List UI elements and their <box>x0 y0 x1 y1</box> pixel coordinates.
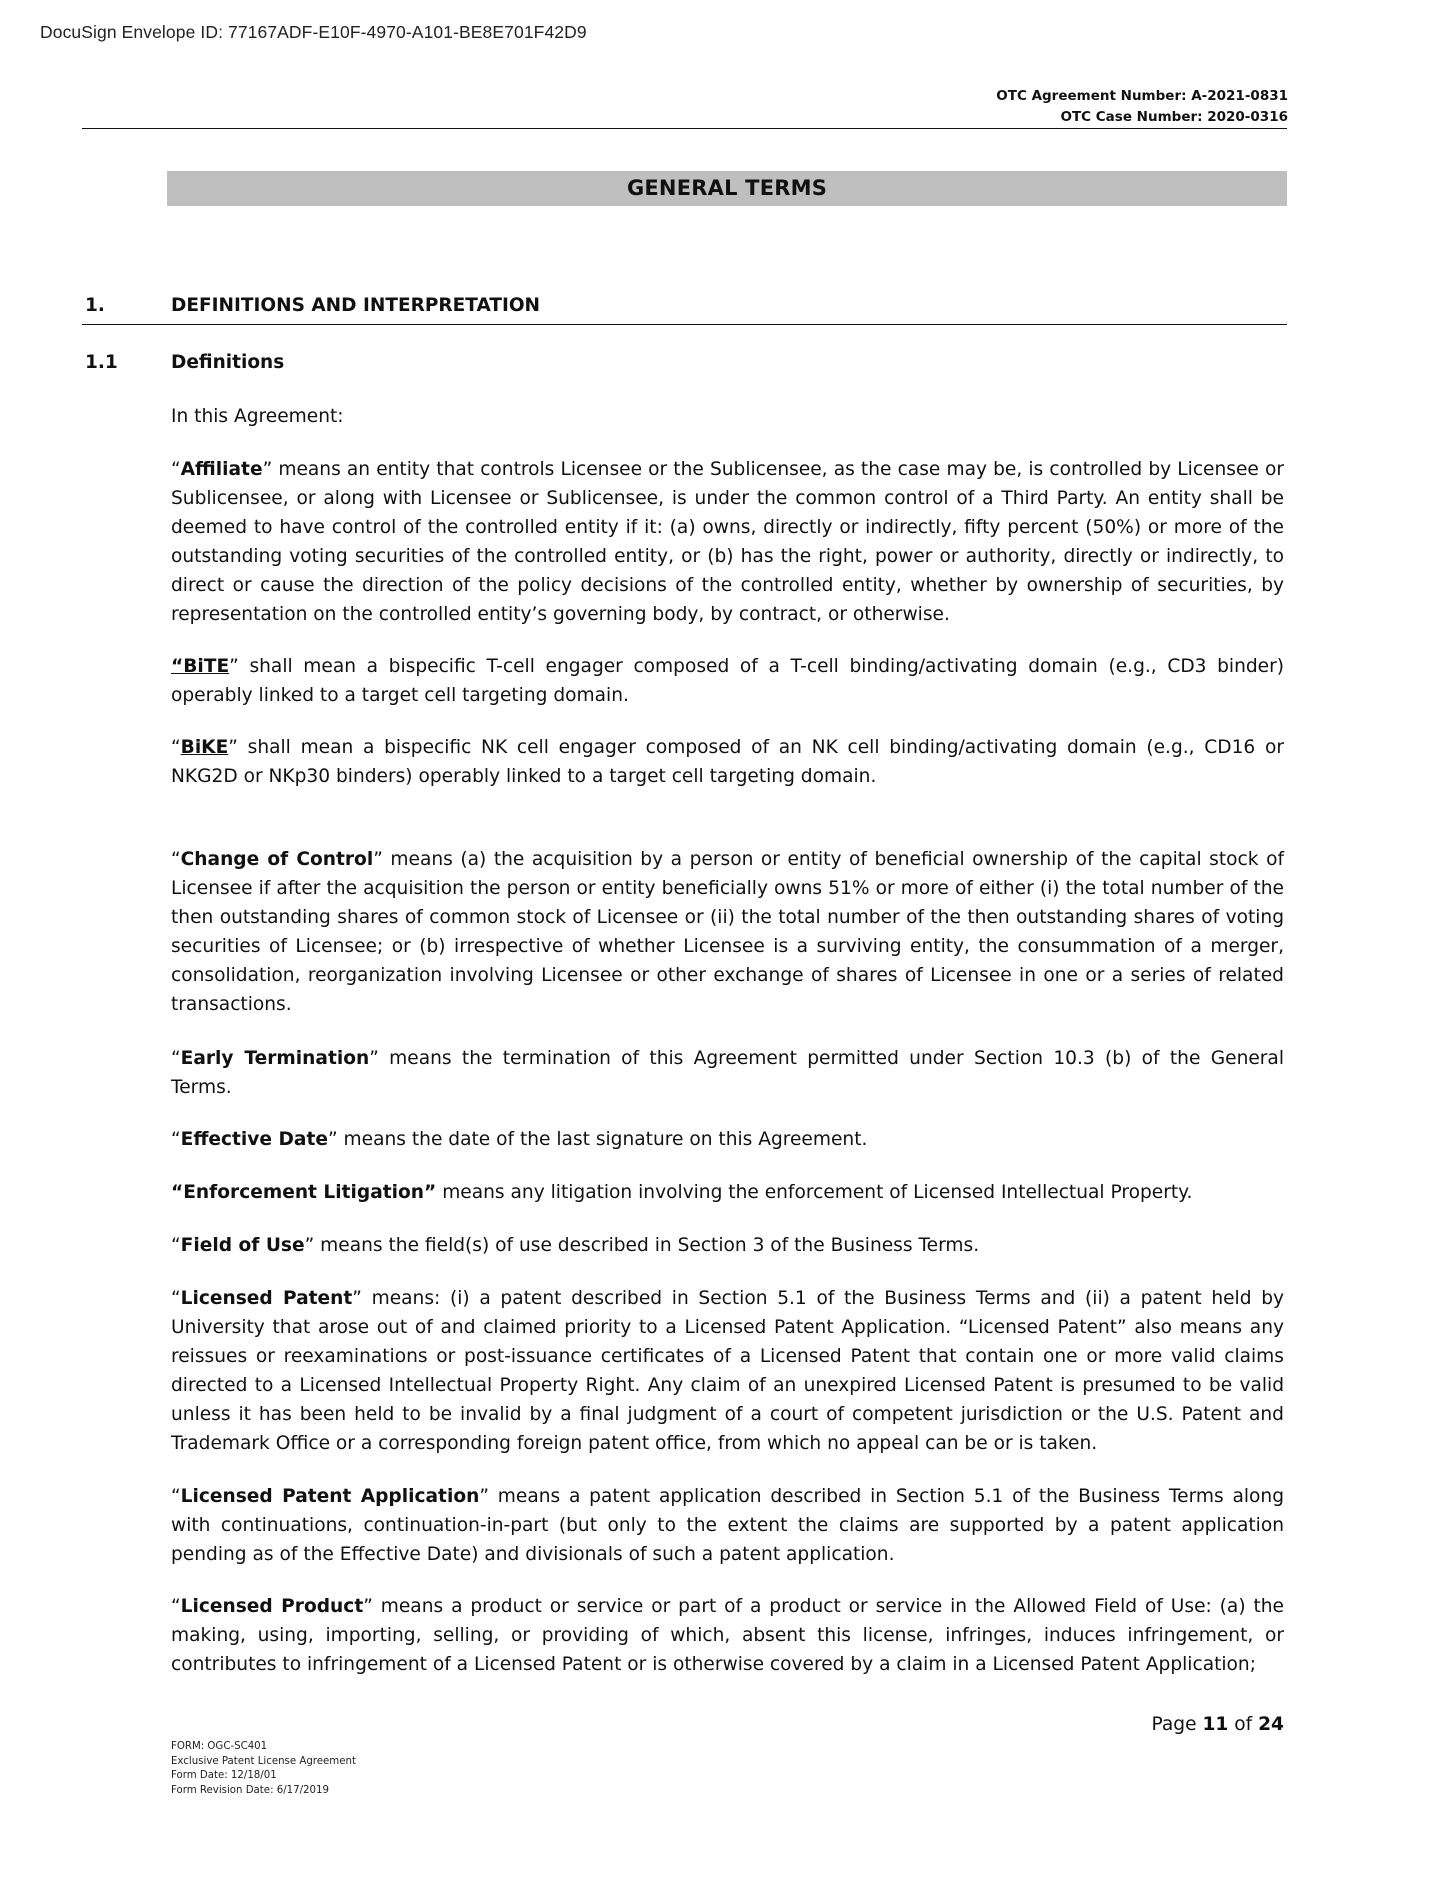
defined-term: Effective Date <box>180 1129 328 1150</box>
definition-affiliate: “Affiliate” means an entity that controls Licensee or the Sublicensee, as the case may be, is controlled by Licensee or Sublicensee, or along with Licensee or Sublicensee, is under the common control of a Third Party. An entity shall be deemed to have control of the controlled entity if it: (a) owns, directly or indirectly, fifty percent (50%) or more of the outstanding voting securities of the controlled entity, or (b) has the right, power or authority, directly or indirectly, to direct or cause the direction of the policy decisions of the controlled entity, whether by ownership of securities, by representation on the controlled entity’s governing body, by contract, or otherwise. <box>171 459 1284 625</box>
section-title: DEFINITIONS AND INTERPRETATION <box>171 295 541 316</box>
total-pages: 24 <box>1258 1714 1284 1735</box>
form-revision-date: Form Revision Date: 6/17/2019 <box>171 1784 329 1796</box>
defined-term: Enforcement Litigation <box>183 1182 425 1203</box>
definition-bite: “BiTE” shall mean a bispecific T-cell engager composed of a T-cell binding/activating domain (e.g., CD3 binder) operably linked to a target cell targeting domain. <box>171 656 1284 706</box>
defined-term: Licensed Patent <box>180 1288 353 1309</box>
defined-term: Change of Control <box>180 849 374 870</box>
definition-bike: “BiKE” shall mean a bispecific NK cell engager composed of an NK cell binding/activating domain (e.g., CD16 or NKG2D or NKp30 binders) operably linked to a target cell targeting domain. <box>171 737 1284 787</box>
page-title: GENERAL TERMS <box>626 176 828 200</box>
definition-text: means: (i) a patent described in Section 5.1 of the Business Terms and (ii) a patent held by University that arose out of and claimed priority to a Licensed Patent Application. “Licensed Patent” also means any reissues or reexaminations or post-issuance certificates of a Licensed Patent that contain one or more valid claims directed to a Licensed Intellectual Property Right. Any claim of an unexpired Licensed Patent is presumed to be valid unless it has been held to be invalid by a final judgment of a court of competent jurisdiction or the U.S. Patent and Trademark Office or a corresponding foreign patent office, from which no appeal can be or is taken. <box>171 1288 1285 1454</box>
form-date: Form Date: 12/18/01 <box>171 1770 277 1782</box>
definition-text: means any litigation involving the enforcement of Licensed Intellectual Property. <box>436 1182 1193 1203</box>
definition-text: shall mean a bispecific T-cell engager composed of a T-cell binding/activating domain (e.g., CD3 binder) operably linked to a target cell targeting domain. <box>171 656 1284 706</box>
definition-licensed-product: “Licensed Product” means a product or service or part of a product or service in the Allowed Field of Use: (a) the making, using, importing, selling, or providing of which, absent this license, infringes, induces infringement, or contributes to infringement of a Licensed Patent or is otherwise covered by a claim in a Licensed Patent Application; <box>171 1596 1284 1675</box>
header-divider <box>82 128 1287 129</box>
definition-text: means the termination of this Agreement permitted under Section 10.3 (b) of the General Terms. <box>171 1048 1284 1098</box>
definition-text: means the field(s) of use described in Section 3 of the Business Terms. <box>314 1235 980 1256</box>
defined-term: BiKE <box>180 737 229 758</box>
subsection-number: 1.1 <box>85 352 118 373</box>
definition-text: means a product or service or part of a product or service in the Allowed Field of Use: (a) the making, using, importing, selling, or providing of which, absent this license, infringes, induces infringement, or contributes to infringement of a Licensed Patent or is otherwise covered by a claim in a Licensed Patent Application; <box>171 1596 1284 1675</box>
defined-term: Early Termination <box>180 1048 370 1069</box>
agreement-header <box>996 86 1288 128</box>
current-page: 11 <box>1202 1714 1229 1735</box>
definition-text: means (a) the acquisition by a person or entity of beneficial ownership of the capital stock of Licensee if after the acquisition the person or entity beneficially owns 51% or more of either (i) the total number of the then outstanding shares of common stock of Licensee or (ii) the total number of the then outstanding shares of voting securities of Licensee; or (b) irrespective of whether Licensee is a surviving entity, the consummation of a merger, consolidation, reorganization involving Licensee or other exchange of shares of Licensee in one or a series of related transactions. <box>171 849 1284 1015</box>
definition-licensed-patent: “Licensed Patent” means: (i) a patent described in Section 5.1 of the Business Terms and (ii) a patent held by University that arose out of and claimed priority to a Licensed Patent Application. “Licensed Patent” also means any reissues or reexaminations or post-issuance certificates of a Licensed Patent that contain one or more valid claims directed to a Licensed Intellectual Property Right. Any claim of an unexpired Licensed Patent is presumed to be valid unless it has been held to be invalid by a final judgment of a court of competent jurisdiction or the U.S. Patent and Trademark Office or a corresponding foreign patent office, from which no appeal can be or is taken. <box>171 1288 1285 1454</box>
definition-effective-date: “Effective Date” means the date of the last signature on this Agreement. <box>171 1129 868 1150</box>
definition-enforcement-litigation: “Enforcement Litigation” means any litigation involving the enforcement of Licensed Intellectual Property. <box>171 1182 1193 1203</box>
form-id: FORM: OGC-SC401 <box>171 1741 268 1752</box>
definition-text: means an entity that controls Licensee or the Sublicensee, as the case may be, is controlled by Licensee or Sublicensee, or along with Licensee or Sublicensee, is under the common control of a Third Party. An entity shall be deemed to have control of the controlled entity if it: (a) owns, directly or indirectly, fifty percent (50%) or more of the outstanding voting securities of the controlled entity, or (b) has the right, power or authority, directly or indirectly, to direct or cause the direction of the policy decisions of the controlled entity, whether by ownership of securities, by representation on the controlled entity’s governing body, by contract, or otherwise. <box>171 459 1284 625</box>
definition-early-termination: “Early Termination” means the termination of this Agreement permitted under Section 10.3 (b) of the General Terms. <box>171 1048 1284 1098</box>
page-number: Page 11 of 24 <box>1151 1714 1284 1735</box>
form-footer <box>171 1740 356 1798</box>
definition-field-of-use: “Field of Use” means the field(s) of use described in Section 3 of the Business Terms. <box>171 1235 980 1256</box>
form-title: Exclusive Patent License Agreement <box>171 1755 356 1767</box>
agreement-number: OTC Agreement Number: A-2021-0831 <box>996 88 1288 104</box>
title-banner <box>167 171 1287 206</box>
defined-term: BiTE <box>183 656 230 677</box>
definition-text: means a patent application described in Section 5.1 of the Business Terms along with continuations, continuation-in-part (but only to the extent the claims are supported by a patent application pending as of the Effective Date) and divisionals of such a patent application. <box>171 1486 1284 1565</box>
defined-term: Licensed Patent Application <box>180 1486 480 1507</box>
defined-term: Licensed Product <box>180 1596 364 1617</box>
section-divider <box>82 324 1287 325</box>
section-number: 1. <box>85 295 105 316</box>
definition-text: means the date of the last signature on this Agreement. <box>337 1129 868 1150</box>
docusign-envelope-id: DocuSign Envelope ID: 77167ADF-E10F-4970-A101-BE8E701F42D9 <box>40 22 587 42</box>
defined-term: Affiliate <box>180 459 263 480</box>
definition-licensed-patent-application: “Licensed Patent Application” means a patent application described in Section 5.1 of the Business Terms along with continuations, continuation-in-part (but only to the extent the claims are supported by a patent application pending as of the Effective Date) and divisionals of such a patent application. <box>171 1486 1284 1565</box>
definition-change-of-control: “Change of Control” means (a) the acquisition by a person or entity of beneficial ownership of the capital stock of Licensee if after the acquisition the person or entity beneficially owns 51% or more of either (i) the total number of the then outstanding shares of common stock of Licensee or (ii) the total number of the then outstanding shares of voting securities of Licensee; or (b) irrespective of whether Licensee is a surviving entity, the consummation of a merger, consolidation, reorganization involving Licensee or other exchange of shares of Licensee in one or a series of related transactions. <box>171 849 1284 1015</box>
intro-paragraph: In this Agreement: <box>171 406 344 427</box>
definition-text: shall mean a bispecific NK cell engager composed of an NK cell binding/activating domain (e.g., CD16 or NKG2D or NKp30 binders) operably linked to a target cell targeting domain. <box>171 737 1284 787</box>
intro-text <box>171 402 1284 431</box>
case-number: OTC Case Number: 2020-0316 <box>1060 109 1288 125</box>
subsection-title: Definitions <box>171 352 285 373</box>
defined-term: Field of Use <box>180 1235 305 1256</box>
